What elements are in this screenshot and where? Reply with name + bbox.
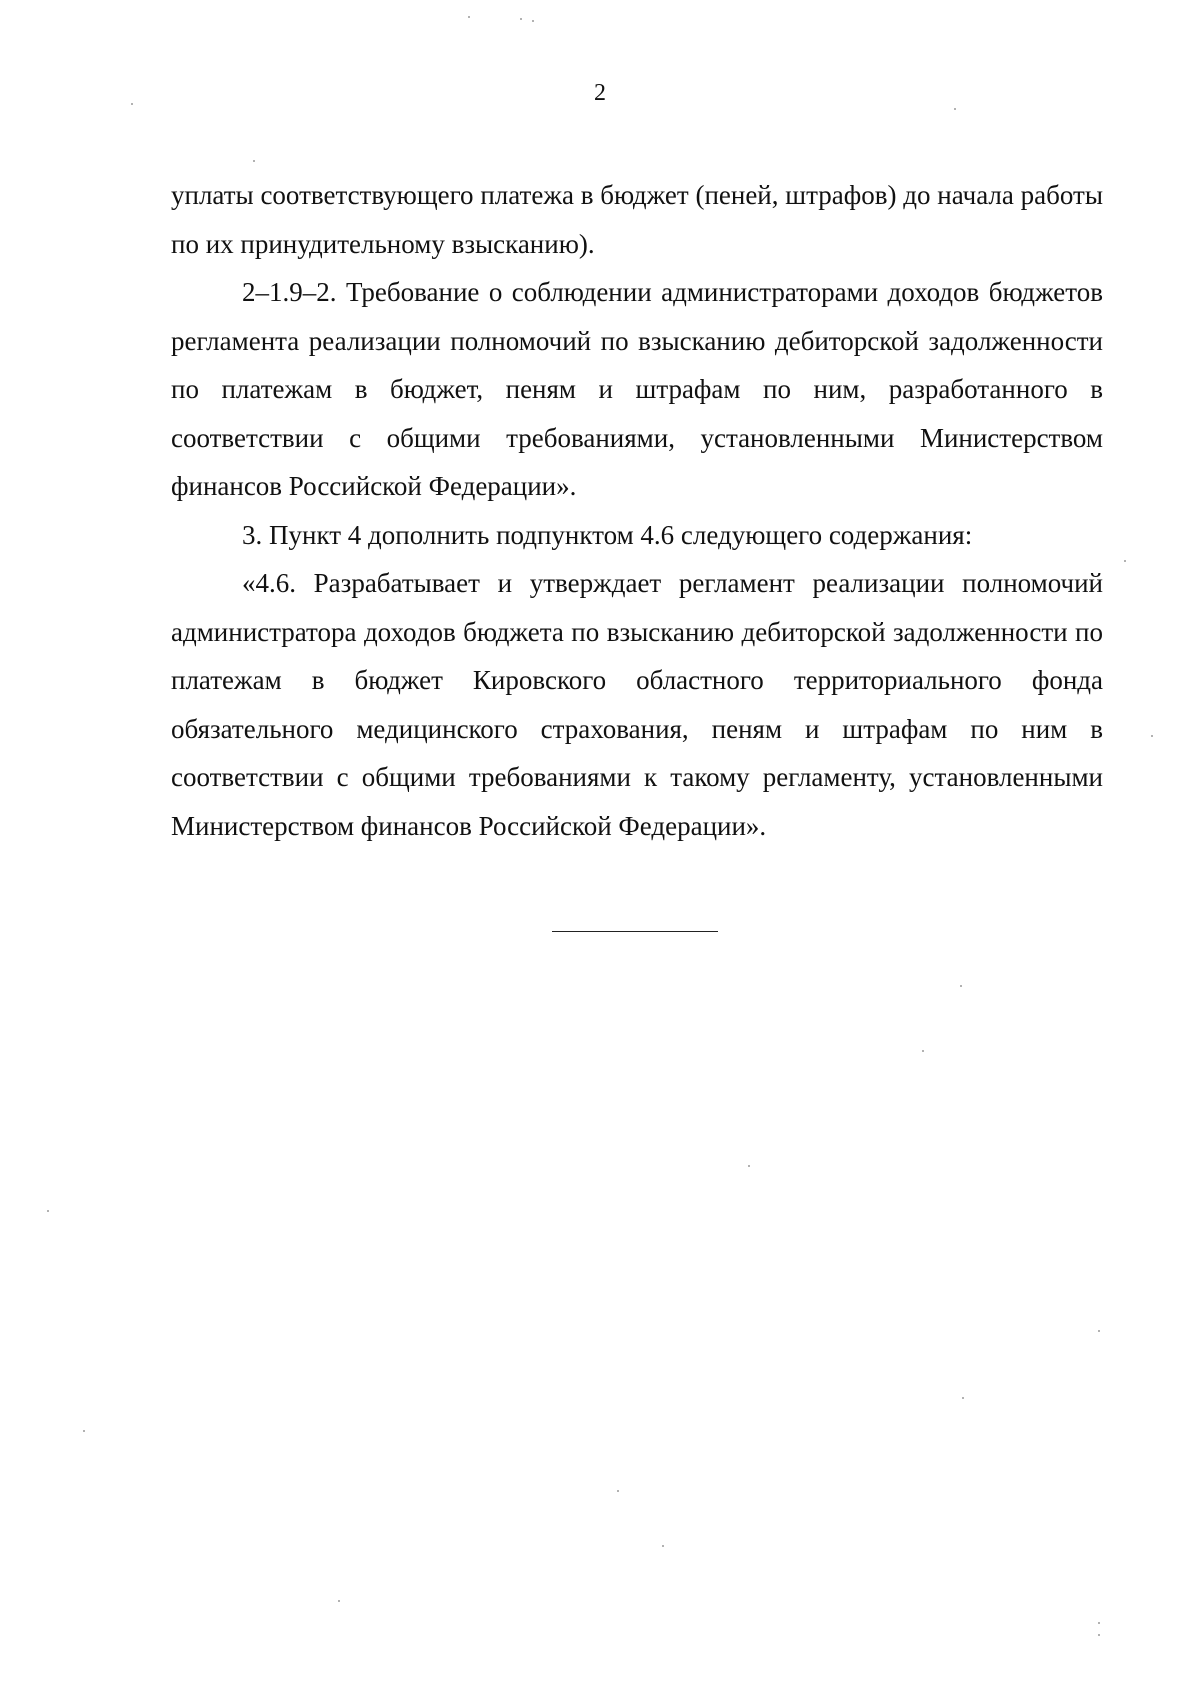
scan-speck bbox=[1098, 1622, 1100, 1624]
scan-speck bbox=[83, 1430, 85, 1432]
document-body bbox=[171, 171, 1103, 850]
paragraph-2-1-9-2: 2–1.9–2. Требование о соблюдении администраторами доходов бюджетов регламента реализации полномочий по взысканию дебиторской задолженности по платежам в бюджет, пеням и штрафам по ним, разработанного в соответствии с общими требованиями, установленными Министерством финансов Российской Федерации». bbox=[171, 277, 1103, 501]
page-number: 2 bbox=[594, 80, 606, 106]
paragraph-item-3: 3. Пункт 4 дополнить подпунктом 4.6 следующего содержания: bbox=[242, 519, 973, 550]
scan-speck bbox=[748, 1165, 750, 1167]
end-of-text-rule bbox=[552, 931, 718, 932]
scan-speck bbox=[922, 1050, 924, 1052]
paragraph-continuation: уплаты соответствующего платежа в бюджет (пеней, штрафов) до начала работы по их принудительному взысканию). bbox=[171, 180, 1103, 259]
scan-speck bbox=[1124, 560, 1126, 562]
scan-speck bbox=[253, 160, 255, 162]
scan-speck bbox=[1098, 1634, 1100, 1636]
scan-speck bbox=[468, 16, 470, 18]
scan-speck bbox=[1151, 735, 1153, 737]
scan-speck bbox=[338, 1600, 340, 1602]
scan-speck bbox=[662, 1545, 664, 1547]
scan-speck bbox=[954, 108, 956, 110]
scan-speck bbox=[520, 18, 522, 20]
scan-speck bbox=[962, 1397, 964, 1399]
scan-speck bbox=[131, 103, 133, 105]
scan-speck bbox=[532, 20, 534, 22]
paragraph-4-6: «4.6. Разрабатывает и утверждает регламент реализации полномочий администратора доходов бюджета по взысканию дебиторской задолженности по платежам в бюджет Кировского областного территориального фонда обязательного медицинского страхования, пеням и штрафам по ним в соответствии с общими требованиями к такому регламенту, установленными Министерством финансов Российской Федерации». bbox=[171, 568, 1103, 841]
scan-speck bbox=[1098, 1330, 1100, 1332]
scan-speck bbox=[960, 985, 962, 987]
scan-speck bbox=[47, 1210, 49, 1212]
scan-speck bbox=[617, 1490, 619, 1492]
